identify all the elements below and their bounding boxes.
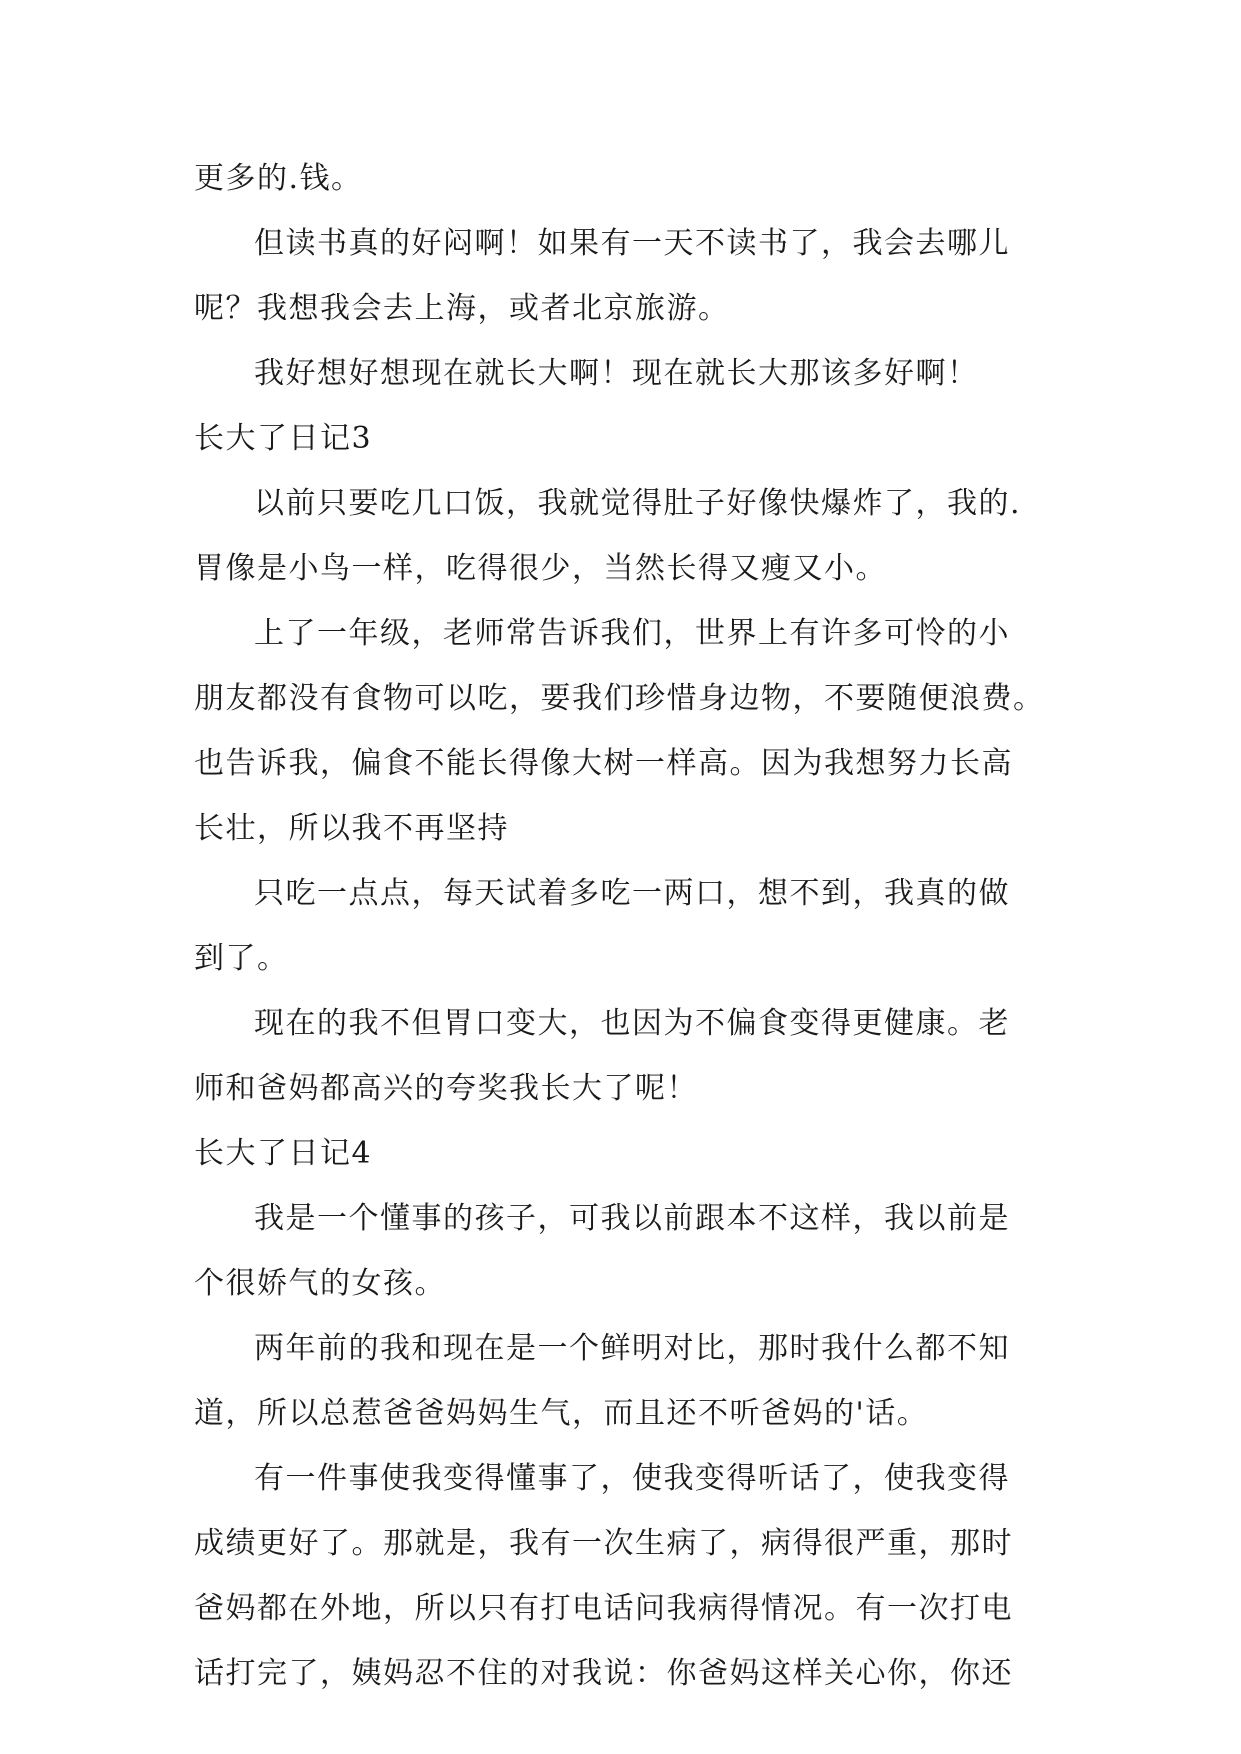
paragraph: 现在的我不但胃口变大，也因为不偏食变得更健康。老 师和爸妈都高兴的夸奖我长大了呢！: [194, 1006, 1010, 1106]
paragraph: 有一件事使我变得懂事了，使我变得听话了，使我变得 成绩更好了。那就是，我有一次生病了，病得很严重，那时 爸妈都在外地，所以只有打电话问我病得情况。有一次打电 话打完了，姨妈忍不住的对我说：你爸妈这样关心你，你还: [194, 1461, 1013, 1691]
paragraph: 只吃一点点，每天试着多吃一两口，想不到，我真的做 到了。: [194, 876, 1010, 976]
document-page: [194, 146, 1064, 1706]
paragraph: 我是一个懂事的孩子，可我以前跟本不这样，我以前是 个很娇气的女孩。: [194, 1201, 1010, 1301]
section-heading: 长大了日记4: [194, 1136, 373, 1171]
paragraph: 我好想好想现在就长大啊！现在就长大那该多好啊！: [254, 356, 979, 391]
paragraph: 但读书真的好闷啊！如果有一天不读书了，我会去哪儿 呢？我想我会去上海，或者北京旅游。: [194, 226, 1010, 326]
paragraph-continuation: 更多的.钱。: [194, 161, 363, 196]
paragraph: 上了一年级，老师常告诉我们，世界上有许多可怜的小 朋友都没有食物可以吃，要我们珍惜身边物，不要随便浪费。 也告诉我，偏食不能长得像大树一样高。因为我想努力长高 长壮，所以我不再坚持: [194, 616, 1045, 846]
paragraph: 以前只要吃几口饭，我就觉得肚子好像快爆炸了，我的. 胃像是小鸟一样，吃得很少，当然长得又瘦又小。: [194, 486, 1022, 586]
section-heading: 长大了日记3: [194, 421, 373, 456]
paragraph: 两年前的我和现在是一个鲜明对比，那时我什么都不知 道，所以总惹爸爸妈妈生气，而且还不听爸妈的'话。: [194, 1331, 1010, 1431]
